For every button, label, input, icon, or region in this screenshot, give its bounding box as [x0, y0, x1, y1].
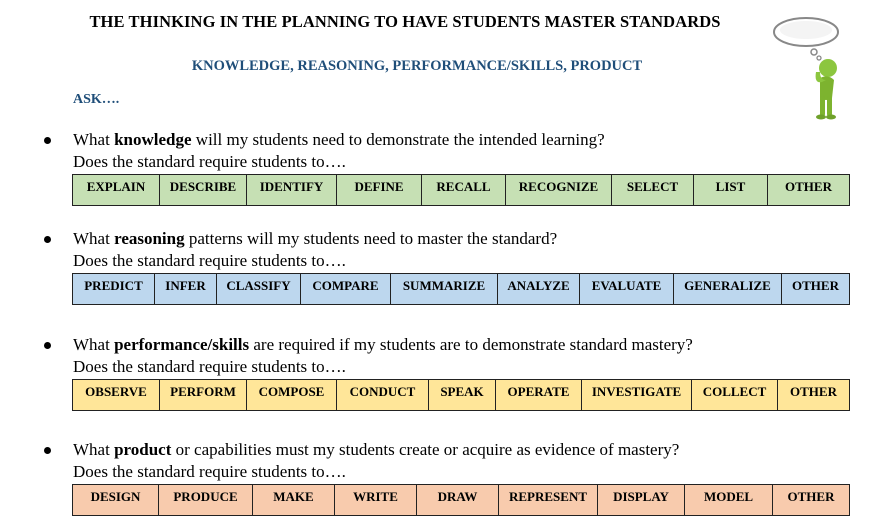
verb-cell: PREDICT — [73, 274, 155, 304]
verb-cell: EXPLAIN — [73, 175, 160, 205]
verb-cell: SPEAK — [429, 380, 496, 410]
verb-cell: OTHER — [787, 489, 835, 504]
knowledge-verbs-table — [72, 174, 850, 206]
prompt-performance: Does the standard require students to…. — [73, 357, 346, 376]
prompt-product: Does the standard require students to…. — [73, 462, 346, 481]
verb-cell: CONDUCT — [337, 380, 429, 410]
verb-cell: SELECT — [612, 175, 694, 205]
verb-cell: COLLECT — [692, 380, 778, 410]
ask-label: ASK…. — [73, 92, 120, 107]
question-knowledge: What knowledge will my students need to demonstrate the intended learning? — [73, 130, 605, 149]
verb-cell: REPRESENT — [499, 485, 598, 515]
performance-verbs-table — [72, 379, 850, 411]
verb-cell: RECALL — [422, 175, 506, 205]
verb-cell: OTHER — [785, 179, 832, 194]
verb-cell: OBSERVE — [73, 380, 160, 410]
reasoning-verbs-table — [72, 273, 850, 305]
verb-cell: WRITE — [335, 485, 417, 515]
verb-cell: OPERATE — [496, 380, 582, 410]
page-title: THE THINKING IN THE PLANNING TO HAVE STUDENTS MASTER STANDARDS — [89, 12, 721, 31]
prompt-knowledge: Does the standard require students to…. — [73, 152, 346, 171]
prompt-reasoning: Does the standard require students to…. — [73, 251, 346, 270]
verb-cell: MODEL — [685, 485, 773, 515]
verb-cell: GENERALIZE — [674, 274, 782, 304]
verb-cell: EVALUATE — [580, 274, 674, 304]
page-subtitle: KNOWLEDGE, REASONING, PERFORMANCE/SKILLS, PRODUCT — [191, 58, 643, 74]
verb-cell: INVESTIGATE — [582, 380, 692, 410]
product-verbs-table — [72, 484, 850, 516]
verb-cell: DRAW — [417, 485, 499, 515]
verb-cell: PERFORM — [160, 380, 247, 410]
verb-cell: COMPOSE — [247, 380, 337, 410]
verb-cell: ANALYZE — [498, 274, 580, 304]
question-performance: What performance/skills are required if my students are to demonstrate standard mastery? — [73, 335, 693, 354]
verb-cell: CLASSIFY — [217, 274, 301, 304]
verb-cell: IDENTIFY — [247, 175, 337, 205]
verb-cell: SUMMARIZE — [391, 274, 498, 304]
verb-cell: LIST — [694, 175, 768, 205]
verb-cell: OTHER — [792, 278, 839, 293]
verb-cell: RECOGNIZE — [506, 175, 612, 205]
question-reasoning: What reasoning patterns will my students need to master the standard? — [73, 229, 558, 248]
bullet — [44, 447, 51, 454]
bullet — [44, 236, 51, 243]
thinking-person-icon — [770, 10, 850, 122]
verb-cell: COMPARE — [301, 274, 391, 304]
verb-cell: DEFINE — [337, 175, 422, 205]
verb-cell: DISPLAY — [598, 485, 685, 515]
verb-cell: OTHER — [790, 384, 837, 399]
bullet — [44, 137, 51, 144]
bullet — [44, 342, 51, 349]
question-product: What product or capabilities must my students create or acquire as evidence of mastery? — [73, 440, 680, 459]
verb-cell: INFER — [155, 274, 217, 304]
verb-cell: MAKE — [253, 485, 335, 515]
verb-cell: PRODUCE — [159, 485, 253, 515]
verb-cell: DESIGN — [73, 485, 159, 515]
verb-cell: DESCRIBE — [160, 175, 247, 205]
